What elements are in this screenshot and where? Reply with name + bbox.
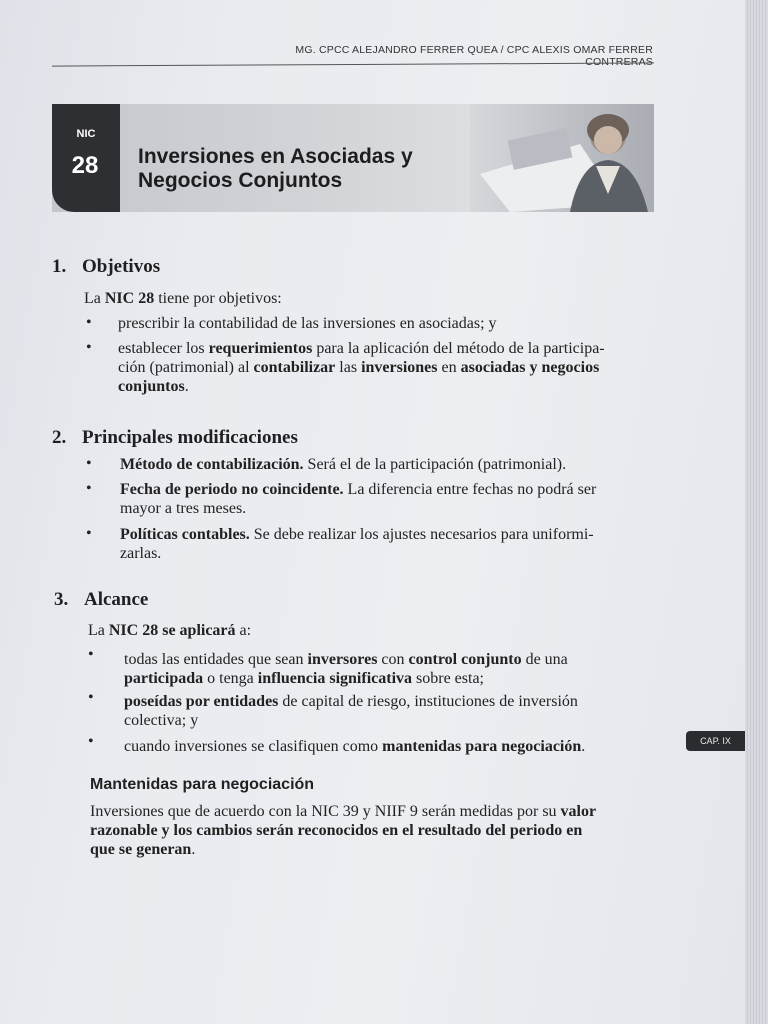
bullet-marker: • bbox=[86, 339, 92, 356]
section-2-title: Principales modificaciones bbox=[82, 427, 298, 448]
section-1-title: Objetivos bbox=[82, 256, 161, 277]
running-head: MG. CPCC ALEJANDRO FERRER QUEA / CPC ALEXIS OMAR FERRER bbox=[295, 44, 653, 56]
section-3-bullet-3: cuando inversiones se clasifiquen como mantenidas para negociación. bbox=[124, 738, 586, 755]
bullet-marker: • bbox=[88, 646, 94, 663]
section-1-number: 1. bbox=[52, 256, 67, 277]
photo-illustration bbox=[470, 104, 654, 212]
section-3-intro: La NIC 28 se aplicará a: bbox=[88, 622, 252, 639]
chapter-title-line2: Negocios Conjuntos bbox=[138, 169, 343, 192]
subsection-text: Inversiones que de acuerdo con la NIC 39 y NIIF 9 serán medidas por su valor razonable y los cambios serán reconocidos en el resultado del periodo en que se generan. bbox=[90, 803, 597, 858]
page-stack-edge bbox=[745, 0, 768, 1024]
bullet-marker: • bbox=[88, 689, 94, 706]
section-1-intro: La NIC 28 tiene por objetivos: bbox=[84, 290, 282, 307]
section-3-heading bbox=[54, 589, 148, 611]
section-3-title: Alcance bbox=[84, 589, 149, 610]
section-2-bullet-2: Fecha de periodo no coincidente. La diferencia entre fechas no podrá ser mayor a tres meses. bbox=[120, 481, 597, 517]
nic-number: 28 bbox=[71, 152, 99, 179]
section-3-number: 3. bbox=[54, 589, 69, 610]
bullet-marker: • bbox=[86, 455, 92, 472]
chapter-title bbox=[138, 145, 468, 193]
subsection-heading: Mantenidas para negociación bbox=[90, 776, 315, 793]
section-1-bullet-1: prescribir la contabilidad de las inversiones en asociadas; y bbox=[118, 315, 497, 332]
section-3-bullet-1: todas las entidades que sean inversores con control conjunto de una participada o tenga influencia significativa sobre esta; bbox=[124, 651, 568, 687]
bullet-marker: • bbox=[86, 525, 92, 542]
section-2-bullet-3: Políticas contables. Se debe realizar los ajustes necesarios para uniformi- zarlas. bbox=[120, 526, 594, 562]
chapter-side-tab: CAP. IX bbox=[686, 731, 745, 751]
chapter-title-line1: Inversiones en Asociadas y bbox=[138, 145, 413, 168]
section-2-number: 2. bbox=[52, 427, 67, 448]
section-1-heading bbox=[52, 256, 160, 278]
section-3-bullet-2: poseídas por entidades de capital de riesgo, instituciones de inversión colectiva; y bbox=[124, 693, 578, 729]
section-2-heading bbox=[52, 427, 298, 449]
section-2-bullet-1: Método de contabilización. Será el de la participación (patrimonial). bbox=[120, 456, 567, 473]
section-1-bullet-2: establecer los requerimientos para la aplicación del método de la participa- ción (patrimonial) al contabilizar las inversiones en asociadas y negocios conjuntos. bbox=[118, 340, 605, 395]
banner-photo bbox=[470, 104, 654, 212]
bullet-marker: • bbox=[88, 733, 94, 750]
bullet-marker: • bbox=[86, 480, 92, 497]
bullet-marker: • bbox=[86, 314, 92, 331]
nic-label: NIC bbox=[76, 128, 96, 140]
